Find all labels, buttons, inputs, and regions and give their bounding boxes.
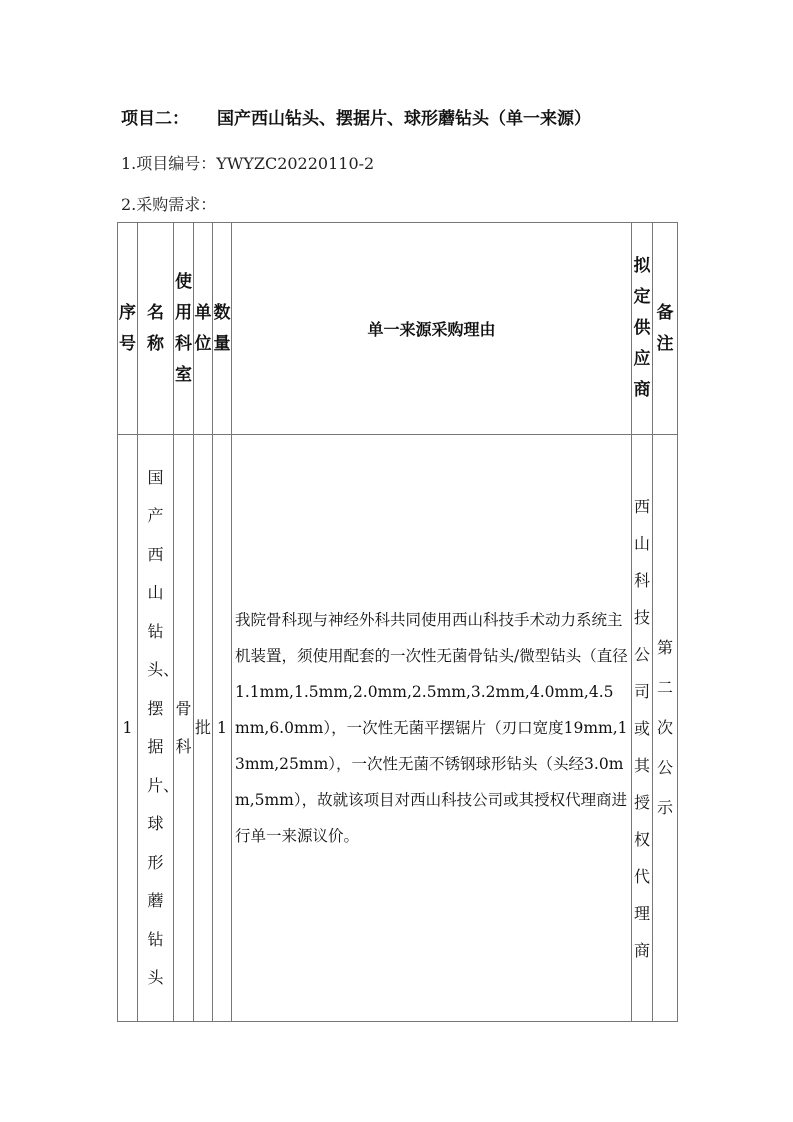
cell-index: 1 (118, 435, 138, 1022)
cell-remark: 第二次公示 (653, 435, 678, 1022)
page-title (121, 104, 591, 129)
header-remark: 备注 (653, 223, 678, 435)
procurement-table (117, 222, 678, 1022)
header-reason: 单一来源采购理由 (232, 223, 632, 435)
cell-reason: 我院骨科现与神经外科共同使用西山科技手术动力系统主机装置，须使用配套的一次性无菌骨钻头/微型钻头（直径1.1mm,1.5mm,2.0mm,2.5mm,3.2mm,4.0mm,4.5mm,6.0mm），一次性无菌平摆锯片（刃口宽度19mm,13mm,25mm），一次性无菌不锈钢球形钻头（头经3.0mm,5mm），故就该项目对西山科技公司或其授权代理商进行单一来源议价。 (232, 435, 632, 1022)
title-text: 国产西山钻头、摆据片、球形蘑钻头（单一来源） (217, 109, 591, 129)
header-unit: 单位 (194, 223, 213, 435)
cell-quantity: 1 (213, 435, 232, 1022)
header-department: 使用科室 (174, 223, 194, 435)
table-row (118, 435, 678, 1022)
section-heading: 2.采购需求： (121, 195, 217, 214)
header-index: 序号 (118, 223, 138, 435)
title-prefix: 项目二： (121, 109, 189, 129)
cell-unit: 批 (194, 435, 213, 1022)
table-header-row (118, 223, 678, 435)
cell-department: 骨科 (174, 435, 194, 1022)
cell-name: 国产西山钻头、摆据片、球形蘑钻头 (138, 435, 174, 1022)
header-name: 名称 (138, 223, 174, 435)
project-number: 1.项目编号：YWYZC20220110-2 (121, 154, 375, 173)
cell-supplier: 西山科技公司或其授权代理商 (632, 435, 653, 1022)
header-quantity: 数量 (213, 223, 232, 435)
header-supplier: 拟定供应商 (632, 223, 653, 435)
